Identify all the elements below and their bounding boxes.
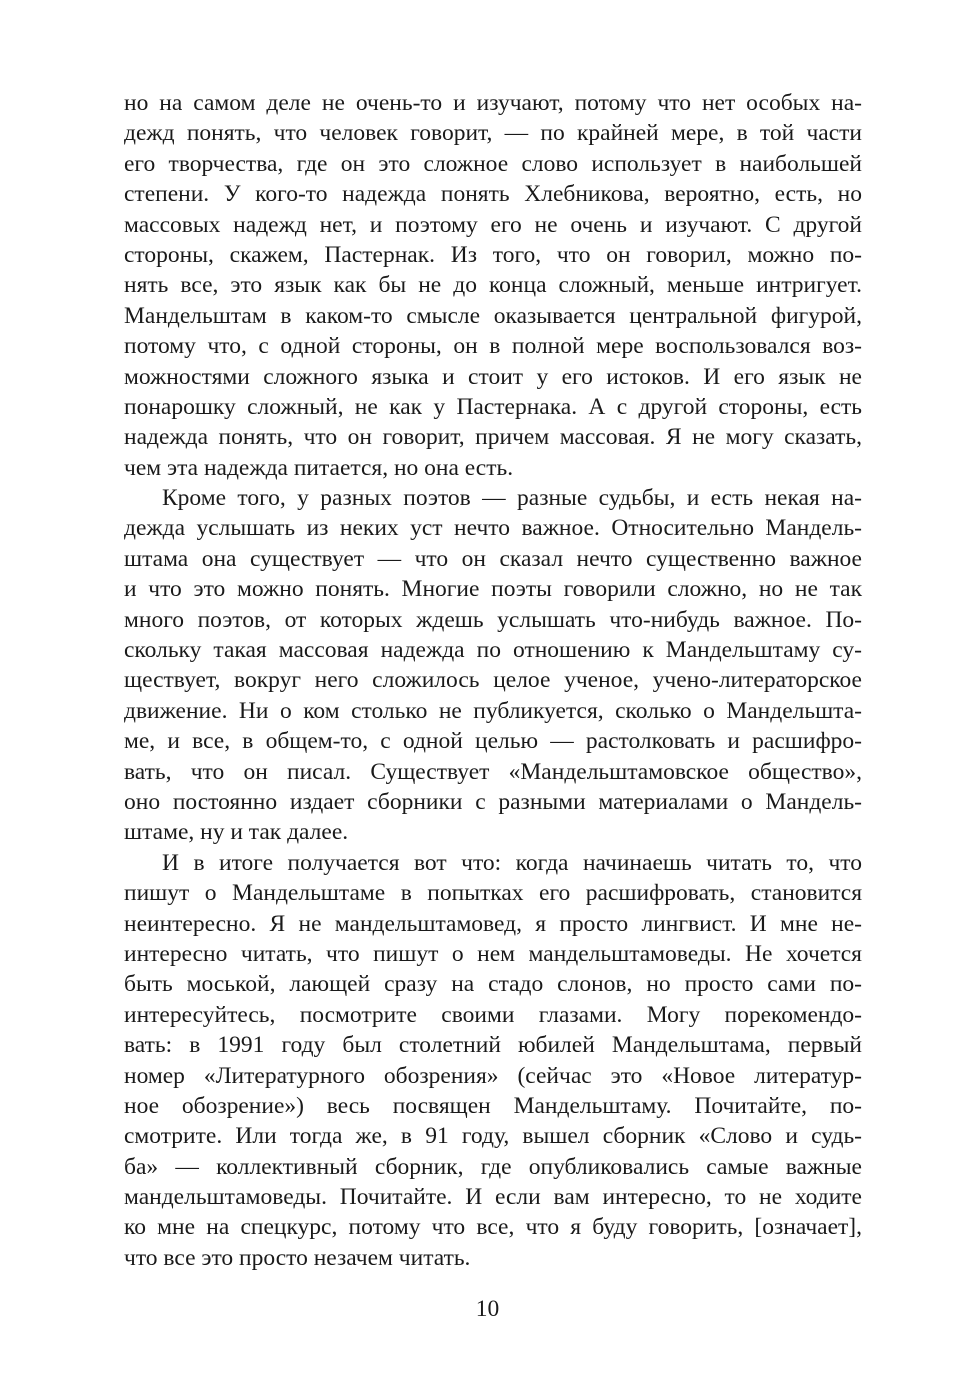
text-line: степени. У кого-то надежда понять Хлебникова, вероятно, есть, но	[124, 181, 862, 208]
text-line: понарошку сложный, не как у Пастернака. А с другой стороны, есть	[124, 393, 862, 420]
text-line: его творчества, где он это сложное слово использует в наибольшей	[124, 150, 862, 177]
text-line: ме, и все, в общем-то, с одной целью — растолковать и расшифро-	[124, 728, 862, 755]
text-line: можностями сложного языка и стоит у его истоков. И его язык не	[124, 363, 862, 390]
text-line: мандельштамоведы. Почитайте. И если вам интересно, то не ходите	[124, 1184, 862, 1211]
text-line: штама она существует — что он сказал нечто существенно важное	[124, 545, 862, 572]
paragraph-3	[124, 848, 862, 1273]
text-line: надежда понять, что он говорит, причем массовая. Я не могу сказать,	[124, 424, 862, 451]
text-line: ное обозрение») весь посвящен Мандельштаму. Почитайте, по-	[124, 1092, 862, 1119]
text-line: чем эта надежда питается, но она есть.	[124, 454, 514, 481]
text-line: много поэтов, от которых ждешь услышать что-нибудь важное. По-	[124, 606, 862, 633]
text-line: И в итоге получается вот что: когда начинаешь читать то, что	[162, 849, 862, 876]
text-line: скольку такая массовая надежда по отношению к Мандельштаму су-	[124, 637, 862, 664]
text-line: дежд понять, что человек говорит, — по крайней мере, в той части	[124, 120, 862, 147]
text-line: ко мне на спецкурс, потому что все, что я буду говорить, [означает],	[124, 1214, 862, 1241]
text-line: номер «Литературного обозрения» (сейчас это «Новое литератур-	[124, 1062, 862, 1089]
text-line: вать, что он писал. Существует «Мандельштамовское общество»,	[124, 758, 862, 785]
text-line: дежда услышать из неких уст нечто важное. Относительно Мандель-	[124, 515, 862, 542]
text-line: что все это просто незачем читать.	[124, 1244, 471, 1271]
text-line: и что это можно понять. Многие поэты говорили сложно, но не так	[124, 576, 862, 603]
text-line: ществует, вокруг него сложилось целое ученое, учено-литераторское	[124, 667, 862, 694]
text-line: нять все, это язык как бы не до конца сложный, меньше интригует.	[124, 272, 862, 299]
text-line: потому что, с одной стороны, он в полной мере воспользовался воз-	[124, 333, 862, 360]
page-number: 10	[475, 1296, 500, 1322]
text-line: но на самом деле не очень-то и изучают, потому что нет особых на-	[124, 90, 862, 116]
text-line: интересуйтесь, посмотрите своими глазами. Могу порекомендо-	[124, 1001, 862, 1028]
text-line: смотрите. Или тогда же, в 91 году, вышел сборник «Слово и судь-	[124, 1123, 862, 1150]
text-line: массовых надежд нет, и поэтому его не очень и изучают. С другой	[124, 211, 862, 238]
text-line: неинтересно. Я не мандельштамовед, я просто лингвист. И мне не-	[124, 910, 862, 937]
text-line: пишут о Мандельштаме в попытках его расшифровать, становится	[124, 880, 862, 907]
text-line: стороны, скажем, Пастернак. Из того, что он говорил, можно по-	[124, 241, 862, 268]
paragraph-1	[124, 88, 862, 483]
text-line: оно постоянно издает сборники с разными материалами о Мандель-	[124, 788, 862, 815]
text-line: ба» — коллективный сборник, где опубликовались самые важные	[124, 1153, 862, 1180]
text-line: вать: в 1991 году был столетний юбилей Мандельштама, первый	[124, 1032, 862, 1059]
text-line: Мандельштам в каком-то смысле оказывается центральной фигурой,	[124, 302, 862, 329]
text-line: движение. Ни о ком столько не публикуется, сколько о Мандельшта-	[124, 697, 862, 724]
text-line: Кроме того, у разных поэтов — разные судьбы, и есть некая на-	[162, 485, 862, 512]
page-body	[124, 88, 862, 1273]
paragraph-2	[124, 483, 862, 848]
text-line: штаме, ну и так далее.	[124, 819, 349, 846]
text-line: интересно читать, что пишут о нем мандельштамоведы. Не хочется	[124, 940, 862, 967]
text-line: быть моськой, лающей сразу на стадо слонов, но просто сами по-	[124, 971, 862, 998]
